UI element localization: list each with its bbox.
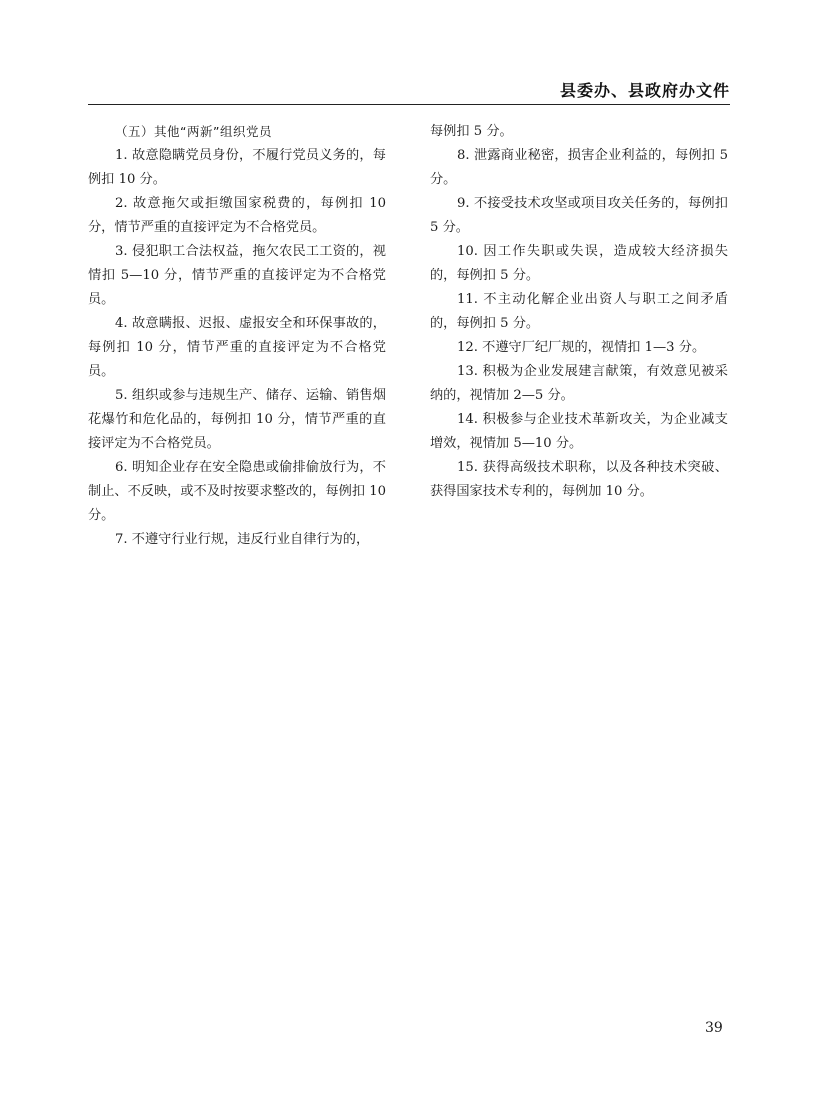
section-title: （五）其他“两新”组织党员 bbox=[115, 124, 272, 139]
document-header-title: 县委办、县政府办文件 bbox=[559, 81, 730, 100]
list-item: 1. 故意隐瞒党员身份，不履行党员义务的，每例扣 10 分。 bbox=[88, 148, 386, 187]
list-item: 5. 组织或参与违规生产、储存、运输、销售烟花爆竹和危化品的，每例扣 10 分，情节严重的直接评定为不合格党员。 bbox=[88, 388, 386, 451]
list-item: 15. 获得高级技术职称，以及各种技术突破、获得国家技术专利的，每例加 10 分。 bbox=[430, 460, 728, 499]
list-item: 6. 明知企业存在安全隐患或偷排偷放行为，不制止、不反映，或不及时按要求整改的，每例扣 10 分。 bbox=[88, 460, 386, 523]
list-item: 3. 侵犯职工合法权益，拖欠农民工工资的，视情扣 5—10 分，情节严重的直接评定为不合格党员。 bbox=[88, 244, 386, 307]
list-item: 13. 积极为企业发展建言献策，有效意见被采纳的，视情加 2—5 分。 bbox=[430, 364, 728, 403]
list-item: 4. 故意瞒报、迟报、虚报安全和环保事故的，每例扣 10 分，情节严重的直接评定为不合格党员。 bbox=[88, 316, 386, 379]
list-item: 14. 积极参与企业技术革新攻关，为企业减支增效，视情加 5—10 分。 bbox=[430, 412, 728, 451]
right-column bbox=[430, 120, 728, 504]
list-item: 10. 因工作失职或失误，造成较大经济损失的，每例扣 5 分。 bbox=[430, 244, 728, 283]
list-item: 2. 故意拖欠或拒缴国家税费的，每例扣 10 分，情节严重的直接评定为不合格党员。 bbox=[88, 196, 386, 235]
list-item: 12. 不遵守厂纪厂规的，视情扣 1—3 分。 bbox=[457, 340, 706, 355]
list-item: 11. 不主动化解企业出资人与职工之间矛盾的，每例扣 5 分。 bbox=[430, 292, 728, 331]
list-item: 8. 泄露商业秘密，损害企业利益的，每例扣 5 分。 bbox=[430, 148, 728, 187]
left-column bbox=[88, 120, 386, 552]
page-number: 39 bbox=[705, 1020, 723, 1036]
page-header bbox=[88, 78, 730, 105]
continuation-text: 每例扣 5 分。 bbox=[430, 124, 513, 139]
list-item: 9. 不接受技术攻坚或项目攻关任务的，每例扣 5 分。 bbox=[430, 196, 728, 235]
list-item: 7. 不遵守行业行规，违反行业自律行为的， bbox=[115, 532, 370, 547]
